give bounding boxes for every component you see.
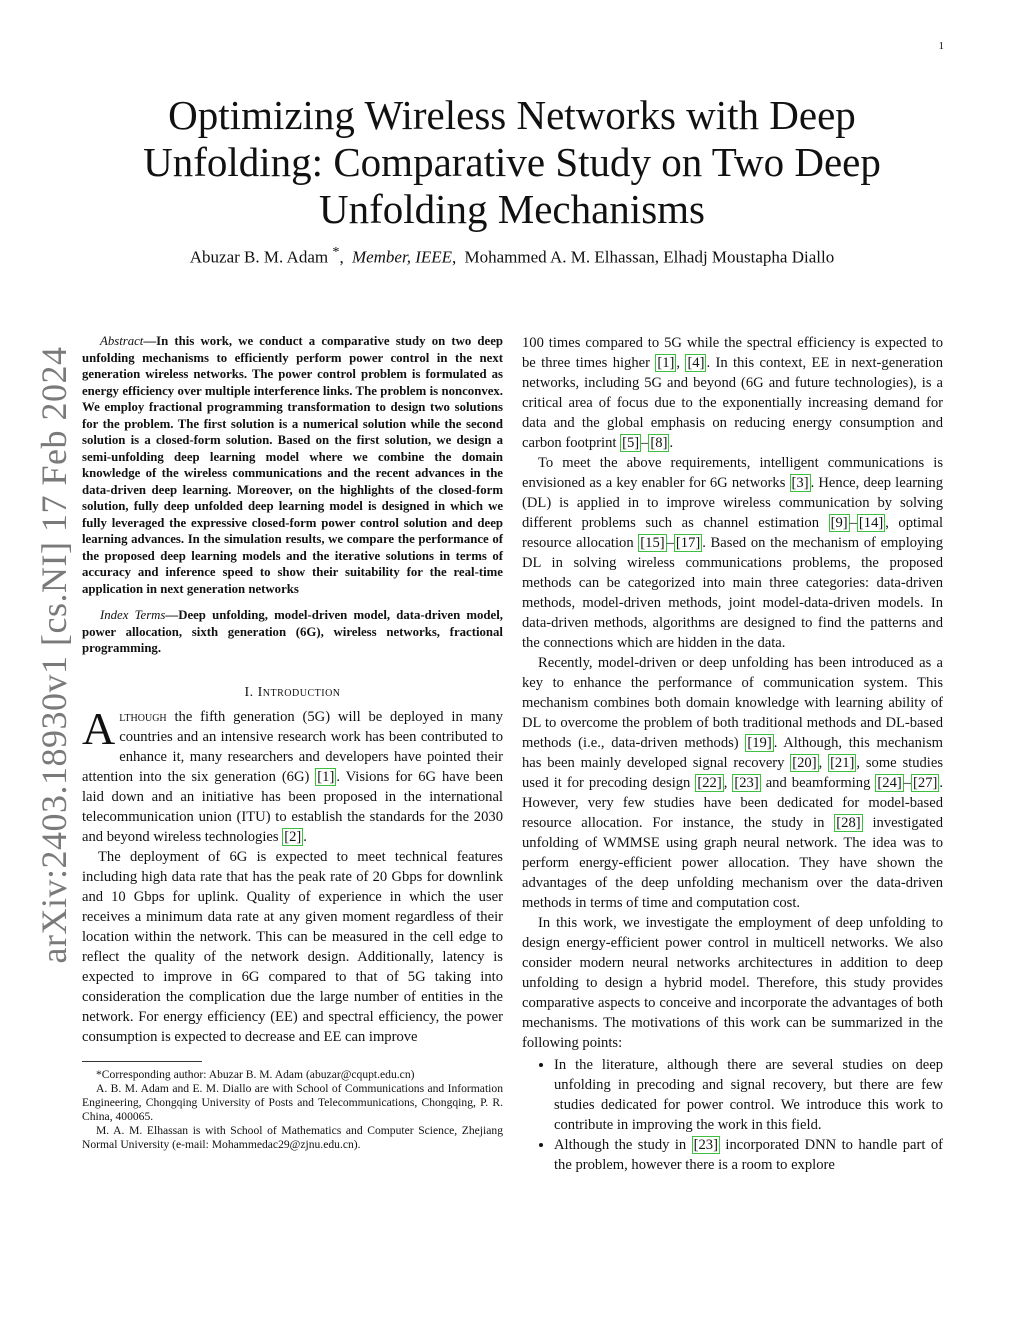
text-run: and beamforming [760, 775, 876, 791]
section-title: Introduction [257, 684, 341, 700]
citation-link[interactable]: [5] [622, 435, 640, 451]
right-paragraph-2 [522, 453, 943, 653]
citation-link[interactable]: [24] [877, 775, 902, 791]
footnote-corresponding: *Corresponding author: Abuzar B. M. Adam (abuzar@cqupt.edu.cn) [96, 1067, 415, 1081]
text-run: , some studies used it for precoding design [522, 755, 943, 791]
left-column [82, 333, 503, 1152]
text-run: Recently, model-driven or deep unfolding has been introduced as a key to enhance the performance of communication system. This mechanism combines both domain knowledge with learning ability of DL to overcome the problem of both traditional methods and DL-based methods (i.e., data-driven methods) [522, 655, 943, 751]
text-run: – [849, 515, 857, 531]
citation-link[interactable]: [1] [657, 355, 675, 371]
text-run: – [641, 435, 649, 451]
citation-link[interactable]: [4] [687, 355, 705, 371]
author-line: Abuzar B. M. Adam *, Member, IEEE, Mohammed A. M. Elhassan, Elhadj Moustapha Diallo [189, 244, 835, 267]
citation-link[interactable]: [23] [734, 775, 759, 791]
text-run: . Although, this mechanism has been mainly developed signal recovery [522, 735, 943, 771]
text-run: , [818, 755, 829, 771]
corresponding-mark: * [332, 244, 340, 260]
citation-link[interactable]: [9] [830, 515, 848, 531]
first-author: Abuzar B. M. Adam [189, 247, 329, 267]
footnote-affiliation-1: A. B. M. Adam and E. M. Diallo are with School of Communications and Information Engineering, Chongqing University of Posts and Telecommunications, Chongqing, P. R. China, 400065. [82, 1081, 503, 1123]
citation-link[interactable]: [17] [675, 535, 701, 551]
index-terms: Index Terms—Deep unfolding, model-driven model, data-driven model, power allocation, sixth generation (6G), wireless networks, fractional programming. [82, 608, 503, 655]
text-run: incorporated DNN to handle part of the problem, however there is a room to explore [554, 1137, 943, 1173]
text-run: – [903, 775, 912, 791]
section-numeral: I. [244, 684, 254, 700]
footnote-divider [82, 1061, 202, 1062]
text-run: , optimal resource allocation [522, 515, 944, 551]
text-run: the fifth generation (5G) will be deployed in many countries and an intensive research work has been contributed to enhance it, many researchers and developers have pointed their attention into the six generation (6G) [82, 708, 503, 785]
citation-link[interactable]: [8] [650, 435, 668, 451]
text-run: . Based on the mechanism of employing DL in solving wireless communications problems, the proposed methods can be categorized into main three categories: data-driven methods, model-driven methods, joint model-data-driven models. In data-driven methods, algorithms are designed to find the patterns and the connections which are hidden in the data. [522, 535, 944, 651]
text-run: To meet the above requirements, intelligent communications is envisioned as a key enabler for 6G networks [522, 455, 943, 491]
paper-title: Optimizing Wireless Networks with Deep Unfolding: Comparative Study on Two Deep Unfolding Mechanisms [143, 92, 881, 232]
right-paragraph-3 [522, 653, 943, 913]
citation-link[interactable]: [15] [640, 535, 665, 551]
citation-link[interactable]: [19] [747, 735, 772, 751]
text-run: , [676, 355, 686, 371]
footnote-affiliation-2: M. A. M. Elhassan is with School of Mathematics and Computer Science, Zhejiang Normal University (e-mail: Mohammedac29@zjnu.edu.cn). [82, 1123, 503, 1151]
text-run: – [666, 535, 674, 551]
text-run: , [723, 775, 733, 791]
text-run: . Hence, deep learning (DL) is applied in to improve wireless communication by solving different problems such as channel estimation [522, 475, 943, 531]
citation-link[interactable]: [22] [697, 775, 722, 791]
abstract-label: Abstract [100, 334, 144, 348]
text-run: . Visions for 6G have been laid down and an initiative has been proposed in the international telecommunication union (ITU) to establish the standards for the 2030 and beyond wireless technologies [82, 768, 503, 845]
text-run: . [669, 435, 674, 451]
intro-paragraph-2: The deployment of 6G is expected to meet technical features including high data rate that has the peak rate of 20 Gbps for downlink and 10 Gbps for uplink. Quality of experience in which the user receives a minimum data rate at any given moment regardless of their location within the network. This can be measured in the cell edge to reflect the quality of the network design. Additionally, latency is expected to improve in 6G compared to that of 5G taking into consideration the complication due the large number of entities in the network. For energy efficiency (EE) and spectral efficiency, the power consumption is expected to decrease and EE can improve [82, 848, 503, 1045]
author-membership: Member, IEEE [351, 247, 453, 267]
section-heading-introduction [82, 685, 503, 701]
citation-link[interactable]: [1] [317, 768, 335, 785]
citation-link[interactable]: [20] [792, 755, 817, 771]
right-paragraph-4: In this work, we investigate the employment of deep unfolding to design energy-efficient power control in multicell networks. We also consider modern neural networks architectures in addition to deep unfolding to design a hybrid model. Therefore, this study provides comparative aspects to conceive and incorporate the advantages of both mechanisms. The motivations of this work can be summarized in the following points: [522, 915, 943, 1051]
right-column [522, 333, 943, 1175]
other-authors: Mohammed A. M. Elhassan, Elhadj Moustapha Diallo [464, 247, 835, 267]
citation-link[interactable]: [23] [693, 1137, 718, 1153]
right-paragraph-1 [522, 333, 943, 453]
citation-link[interactable]: [28] [836, 815, 861, 831]
motivation-item-1: • In the literature, although there are several studies on deep unfolding in precoding and signal recovery, but there are few studies dedicated for power control. We introduce this work to contribute in improving the work in this field. [554, 1055, 943, 1135]
motivation-list [522, 1055, 943, 1175]
citation-link[interactable]: [27] [913, 775, 938, 791]
text-run: Although the study in [554, 1137, 692, 1153]
page-number: 1 [938, 40, 944, 52]
text-run: investigated unfolding of WMMSE using graph neural network. The idea was to perform energy-efficient power allocation. They have shown the advantages of the deep unfolding mechanism over the data-driven methods in terms of time and computation cost. [522, 815, 943, 911]
footnotes [82, 1068, 503, 1152]
text-run: . However, very few studies have been dedicated for model-based resource allocation. For instance, the study in [522, 775, 944, 831]
index-terms-text: Deep unfolding, model-driven model, data-driven model, power allocation, sixth generation (6G), wireless networks, fractional programming. [82, 608, 503, 655]
arxiv-stamp: arXiv:2403.18930v1 [cs.NI] 17 Feb 2024 [34, 346, 74, 964]
text-run: 100 times compared to 5G while the spectral efficiency is expected to be three times higher [522, 335, 943, 371]
text-run: . [303, 828, 307, 845]
intro-paragraph-1 [82, 702, 503, 847]
abstract: Abstract—In this work, we conduct a comparative study on two deep unfolding mechanisms to efficiently perform power control in the next generation wireless networks. The power control problem is formulated as energy efficiency over multiple interference links. The problem is nonconvex. We employ fractional programming transformation to design two solutions for the problem. The first solution is a numerical solution while the second solution is a closed-form solution. Based on the first solution, we design a semi-unfolding deep learning model where we combine the domain knowledge of the wireless communications and the recent advances in the data-driven deep learning. Moreover, on the highlights of the closed-form solution, fully deep unfolded deep learning model is designed in which we fully leveraged the expressive closed-form power control solution and deep learning advances. In the simulation results, we compare the performance of the proposed deep learning models and the iterative solutions in terms of accuracy and inference speed to show their suitability for the real-time application in next generation networks [82, 334, 503, 596]
citation-link[interactable]: [2] [284, 828, 302, 845]
index-terms-label: Index Terms [100, 608, 166, 622]
citation-link[interactable]: [14] [858, 515, 884, 531]
drop-cap: A [82, 702, 116, 754]
citation-link[interactable]: [3] [791, 475, 809, 491]
abstract-text: In this work, we conduct a comparative study on two deep unfolding mechanisms to efficiently perform power control in the next generation wireless networks. The power control problem is formulated as energy efficiency over multiple interference links. The problem is nonconvex. We employ fractional programming transformation to design two solutions for the problem. The first solution is a numerical solution while the second solution is a closed-form solution. Based on the first solution, we design a semi-unfolding deep learning model where we combine the domain knowledge of the wireless communications and the recent advances in the data-driven deep learning. Moreover, on the highlights of the closed-form solution, fully deep unfolded deep learning model is designed in which we fully leveraged the expressive closed-form power control solution and deep learning advances. In the simulation results, we compare the performance of the proposed deep learning models and the iterative solutions in terms of accuracy and inference speed to show their suitability for the real-time application in next generation networks [82, 334, 503, 596]
smallcaps-word: lthough [119, 708, 167, 725]
motivation-item-2 [554, 1135, 943, 1175]
citation-link[interactable]: [21] [830, 755, 855, 771]
text-run: . In this context, EE in next-generation networks, including 5G and beyond (6G and future technologies), is a critical area of focus due to the exponentially increasing demand for data and the global emphasis on reducing energy consumption and carbon footprint [522, 355, 944, 451]
